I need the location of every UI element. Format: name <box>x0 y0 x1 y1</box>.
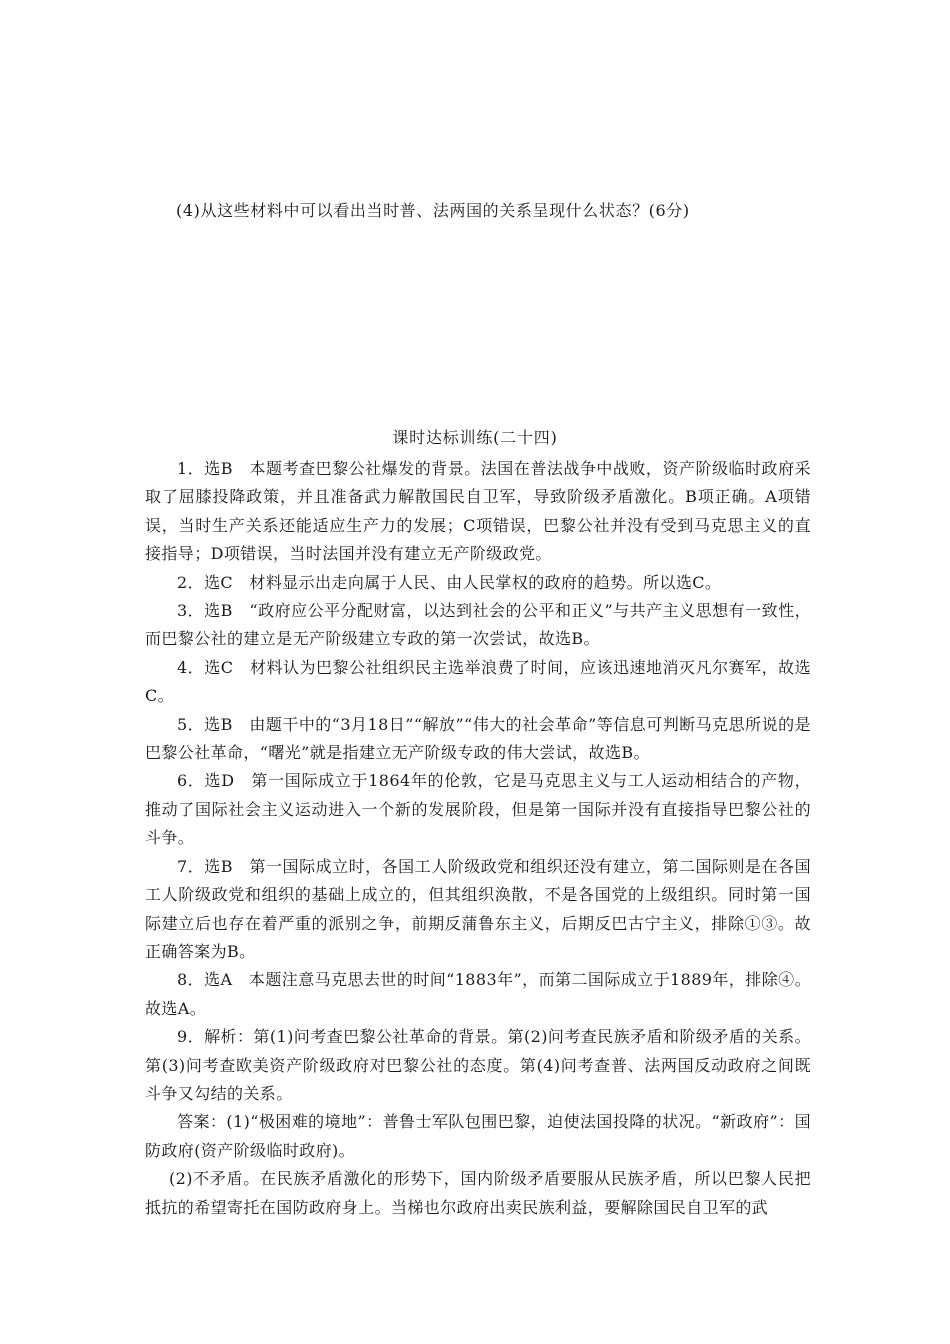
answer-item-5: 5．选B 由题干中的“3月18日”“解放”“伟大的社会革命”等信息可判断马克思所说的是巴黎公社革命，“曙光”就是指建立无产阶级专政的伟大尝试，故选B。 <box>145 714 811 763</box>
answer-item-9-answer-1: 答案：(1)“极困难的境地”：普鲁士军队包围巴黎，迫使法国投降的状况。“新政府”：国防政府(资产阶级临时政府)。 <box>145 1112 811 1160</box>
answer-item-3: 3．选B “政府应公平分配财富，以达到社会的公平和正义”与共产主义思想有一致性，而巴黎公社的建立是无产阶级建立专政的第一次尝试，故选B。 <box>145 601 811 649</box>
answer-item-9-analysis: 9．解析：第(1)问考查巴黎公社革命的背景。第(2)问考查民族矛盾和阶级矛盾的关系。第(3)问考查欧美资产阶级政府对巴黎公社的态度。第(4)问考查普、法两国反动政府之间既斗争又勾结的关系。 <box>145 1027 811 1103</box>
section-title: 课时达标训练(二十四) <box>392 428 558 447</box>
answer-item-9-answer-2: (2)不矛盾。在民族矛盾激化的形势下，国内阶级矛盾要服从民族矛盾，所以巴黎人民把抵抗的希望寄托在国防政府身上。当梯也尔政府出卖民族利益，要解除国民自卫军的武 <box>145 1169 811 1217</box>
answer-item-8: 8．选A 本题注意马克思去世的时间“1883年”，而第二国际成立于1889年，排除④。故选A。 <box>145 970 811 1018</box>
answer-item-2: 2．选C 材料显示出走向属于人民、由人民掌权的政府的趋势。所以选C。 <box>177 572 722 592</box>
answer-list <box>145 455 811 1222</box>
answer-item-4: 4．选C 材料认为巴黎公社组织民主选举浪费了时间，应该迅速地消灭凡尔赛军，故选C。 <box>145 657 811 706</box>
answer-item-7: 7．选B 第一国际成立时，各国工人阶级政党和组织还没有建立，第二国际则是在各国工人阶级政党和组织的基础上成立的，但其组织涣散，不是各国党的上级组织。同时第一国际建立后也存在着严重的派别之争，前期反蒲鲁东主义，后期反巴古宁主义，排除①③。故正确答案为B。 <box>145 856 811 961</box>
question-4: (4)从这些材料中可以看出当时普、法两国的关系呈现什么状态？(6分) <box>176 201 690 220</box>
answer-item-6: 6．选D 第一国际成立于1864年的伦敦，它是马克思主义与工人运动相结合的产物，推动了国际社会主义运动进入一个新的发展阶段，但是第一国际并没有直接指导巴黎公社的斗争。 <box>145 771 811 848</box>
answer-item-1: 1．选B 本题考查巴黎公社爆发的背景。法国在普法战争中战败，资产阶级临时政府采取了屈膝投降政策，并且准备武力解散国民自卫军，导致阶级矛盾激化。B项正确。A项错误，当时生产关系还能适应生产力的发展；C项错误，巴黎公社并没有受到马克思主义的直接指导；D项错误，当时法国并没有建立无产阶级政党。 <box>145 459 811 564</box>
